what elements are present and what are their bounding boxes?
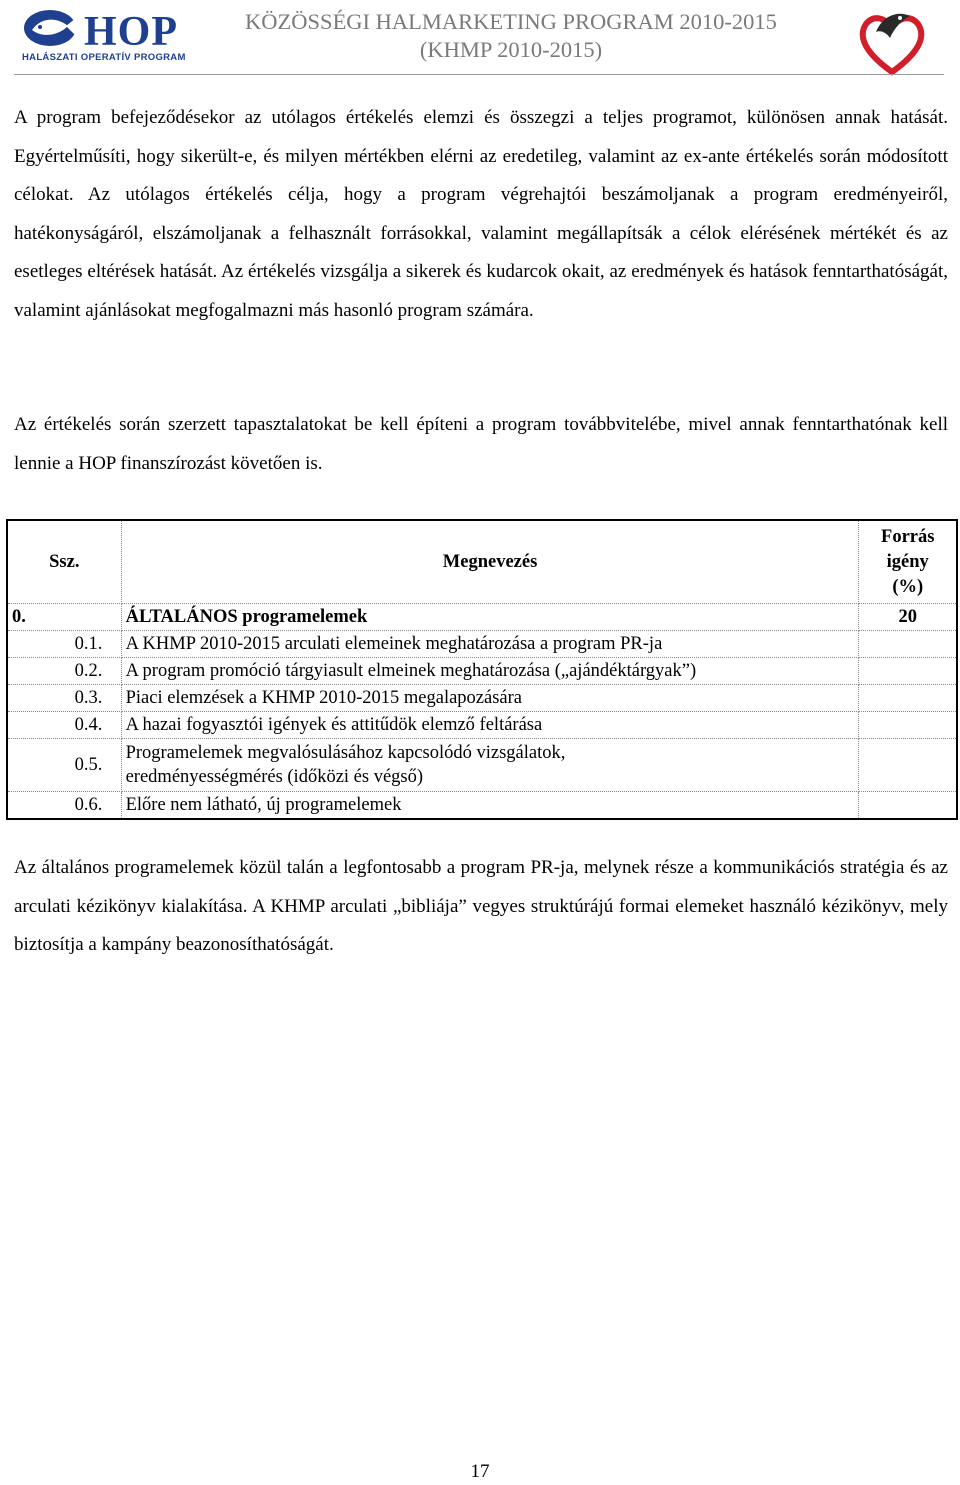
page-number: 17 bbox=[470, 1461, 490, 1482]
row-num: 0.6. bbox=[7, 792, 121, 820]
row-pct bbox=[859, 658, 957, 685]
row-num: 0.4. bbox=[7, 712, 121, 739]
paragraph-experience: Az értékelés során szerzett tapasztalatokat be kell építeni a program továbbvitelébe, mivel annak fenntarthatónak kell lennie a HOP finanszírozást követően is. bbox=[14, 414, 948, 474]
fish-heart-logo-icon bbox=[854, 2, 930, 76]
row-pct bbox=[859, 631, 957, 658]
table-row bbox=[7, 658, 957, 685]
paragraph-ex-post-evaluation: A program befejeződésekor az utólagos értékelés elemzi és összegzi a teljes programot, különösen annak hatását. Egyértelműsíti, hogy sikerült-e, és milyen mértékben elérni az eredetileg, valamint az ex-ante értékelés során módosított célokat. Az utólagos értékelés célja, hogy a program végrehajtói beszámoljanak a program eredményeiről, hatékonyságáról, elszámoljanak a felhasznált forrásokkal, valamint megállapítsák a célok elérésének mértékét és az esetleges eltérések hatását. Az értékelés vizsgálja a sikerek és kudarcok okait, az eredmények és hatások fenntarthatóságát, valamint ajánlásokat megfogalmazni más hasonló program számára. bbox=[14, 107, 948, 321]
header-pct-line-3: (%) bbox=[892, 576, 924, 597]
row-num: 0.1. bbox=[7, 631, 121, 658]
row-name-line-1: Programelemek megvalósulásához kapcsolódó vizsgálatok, bbox=[125, 743, 566, 763]
row-num: 0.3. bbox=[7, 685, 121, 712]
section-num: 0. bbox=[7, 604, 121, 631]
fish-emblem-icon bbox=[22, 6, 80, 52]
row-name: Piaci elemzések a KHMP 2010-2015 megalapozására bbox=[121, 685, 859, 712]
header-name: Megnevezés bbox=[121, 520, 859, 604]
table-row bbox=[7, 712, 957, 739]
header-pct bbox=[859, 520, 957, 604]
header-divider bbox=[14, 74, 944, 75]
table-row bbox=[7, 631, 957, 658]
row-name: A KHMP 2010-2015 arculati elemeinek meghatározása a program PR-ja bbox=[121, 631, 859, 658]
document-title bbox=[226, 8, 796, 64]
section-name: ÁLTALÁNOS programelemek bbox=[121, 604, 859, 631]
paragraph-pr: Az általános programelemek közül talán a legfontosabb a program PR-ja, melynek része a kommunikációs stratégia és az arculati kézikönyv kialakítása. A KHMP arculati „bibliája” vegyes struktúrájú formai elemeket használó kézikönyv, mely biztosítja a kampány beazonosíthatóságát. bbox=[14, 857, 948, 955]
row-name: Előre nem látható, új programelemek bbox=[121, 792, 859, 820]
table-row bbox=[7, 685, 957, 712]
row-num: 0.5. bbox=[7, 739, 121, 792]
row-pct bbox=[859, 739, 957, 792]
table-row bbox=[7, 792, 957, 820]
row-pct bbox=[859, 685, 957, 712]
program-elements-table bbox=[6, 519, 958, 820]
hop-logo bbox=[22, 6, 192, 66]
header-pct-line-1: Forrás bbox=[881, 526, 935, 547]
title-line-1: KÖZÖSSÉGI HALMARKETING PROGRAM 2010-2015 bbox=[245, 9, 777, 34]
row-pct bbox=[859, 792, 957, 820]
table-header-row bbox=[7, 520, 957, 604]
section-pct: 20 bbox=[859, 604, 957, 631]
header-pct-line-2: igény bbox=[886, 551, 929, 572]
row-pct bbox=[859, 712, 957, 739]
row-name-line-2: eredményességmérés (időközi és végső) bbox=[125, 767, 424, 787]
table-section-row bbox=[7, 604, 957, 631]
row-name: A program promóció tárgyiasult elmeinek meghatározása („ajándéktárgyak”) bbox=[121, 658, 859, 685]
table-row bbox=[7, 739, 957, 792]
logo-text: HOP bbox=[84, 9, 178, 55]
row-num: 0.2. bbox=[7, 658, 121, 685]
header-ssz: Ssz. bbox=[7, 520, 121, 604]
logo-subtitle: HALÁSZATI OPERATÍV PROGRAM bbox=[22, 52, 186, 63]
title-line-2: (KHMP 2010-2015) bbox=[419, 37, 603, 62]
row-name: A hazai fogyasztói igények és attitűdök elemző feltárása bbox=[121, 712, 859, 739]
page-header bbox=[0, 0, 960, 78]
row-name bbox=[121, 739, 859, 792]
